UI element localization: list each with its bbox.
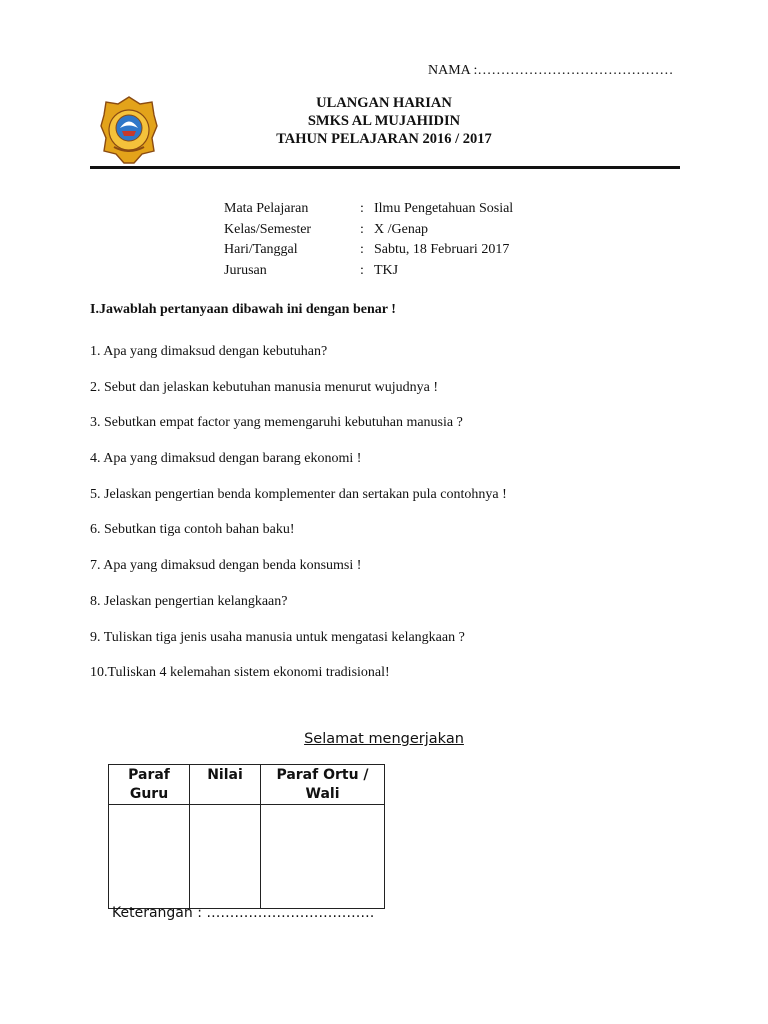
remarks-field: Keterangan : ……………………………… [112, 905, 375, 921]
instruction-heading: I.Jawablah pertanyaan dibawah ini dengan benar ! [90, 302, 396, 317]
closing-message: Selamat mengerjakan [304, 731, 464, 747]
academic-year: TAHUN PELAJARAN 2016 / 2017 [276, 131, 492, 147]
info-row-class [224, 220, 513, 241]
info-row-subject [224, 199, 513, 220]
info-label: Hari/Tanggal [224, 242, 298, 257]
info-colon: : [360, 201, 364, 216]
info-colon: : [360, 242, 364, 257]
info-label: Mata Pelajaran [224, 201, 309, 216]
parent-signature-cell [261, 805, 385, 909]
teacher-signature-cell [109, 805, 190, 909]
question-item: 5. Jelaskan pengertian benda komplementer dan sertakan pula contohnya ! [90, 486, 507, 502]
info-label: Kelas/Semester [224, 221, 312, 237]
question-item: 1. Apa yang dimaksud dengan kebutuhan? [90, 344, 328, 359]
info-row-date [224, 240, 513, 261]
exam-title: ULANGAN HARIAN [316, 95, 452, 111]
score-cell [190, 805, 261, 909]
header-line: Guru [129, 786, 169, 802]
exam-info [224, 199, 513, 281]
header-line: Paraf Ortu / [276, 767, 369, 783]
signature-table-row [109, 805, 385, 909]
header-teacher-signature [109, 765, 190, 805]
info-colon: : [360, 221, 364, 237]
header-parent-signature [261, 765, 385, 805]
info-value: Ilmu Pengetahuan Sosial [374, 201, 514, 216]
question-item: 6. Sebutkan tiga contoh bahan baku! [90, 522, 295, 538]
question-item: 3. Sebutkan empat factor yang memengaruhi kebutuhan manusia ? [90, 415, 463, 431]
header-score [190, 765, 261, 805]
info-label: Jurusan [224, 262, 267, 278]
signature-table [108, 764, 385, 909]
info-colon: : [360, 262, 364, 278]
info-value: Sabtu, 18 Februari 2017 [374, 242, 510, 257]
info-row-major [224, 261, 513, 282]
header-line: Nilai [207, 767, 243, 783]
question-item: 9. Tuliskan tiga jenis usaha manusia untuk mengatasi kelangkaan ? [90, 629, 465, 645]
question-item: 8. Jelaskan pengertian kelangkaan? [90, 593, 288, 609]
header-line: Paraf [128, 767, 170, 783]
question-item: 2. Sebut dan jelaskan kebutuhan manusia menurut wujudnya ! [90, 379, 438, 395]
signature-table-header [109, 765, 385, 805]
question-item: 4. Apa yang dimaksud dengan barang ekonomi ! [90, 451, 362, 467]
nama-field: NAMA :…………………………………… [428, 63, 674, 78]
closing-message-container [0, 731, 768, 747]
info-value: TKJ [374, 262, 399, 278]
question-list [90, 343, 507, 700]
question-item: 7. Apa yang dimaksud dengan benda konsumsi ! [90, 558, 362, 574]
question-item: 10.Tuliskan 4 kelemahan sistem ekonomi tradisional! [90, 665, 390, 681]
info-value: X /Genap [374, 221, 429, 237]
header-line: Wali [305, 786, 340, 802]
school-name: SMKS AL MUJAHIDIN [307, 113, 461, 129]
header-divider [90, 166, 680, 169]
